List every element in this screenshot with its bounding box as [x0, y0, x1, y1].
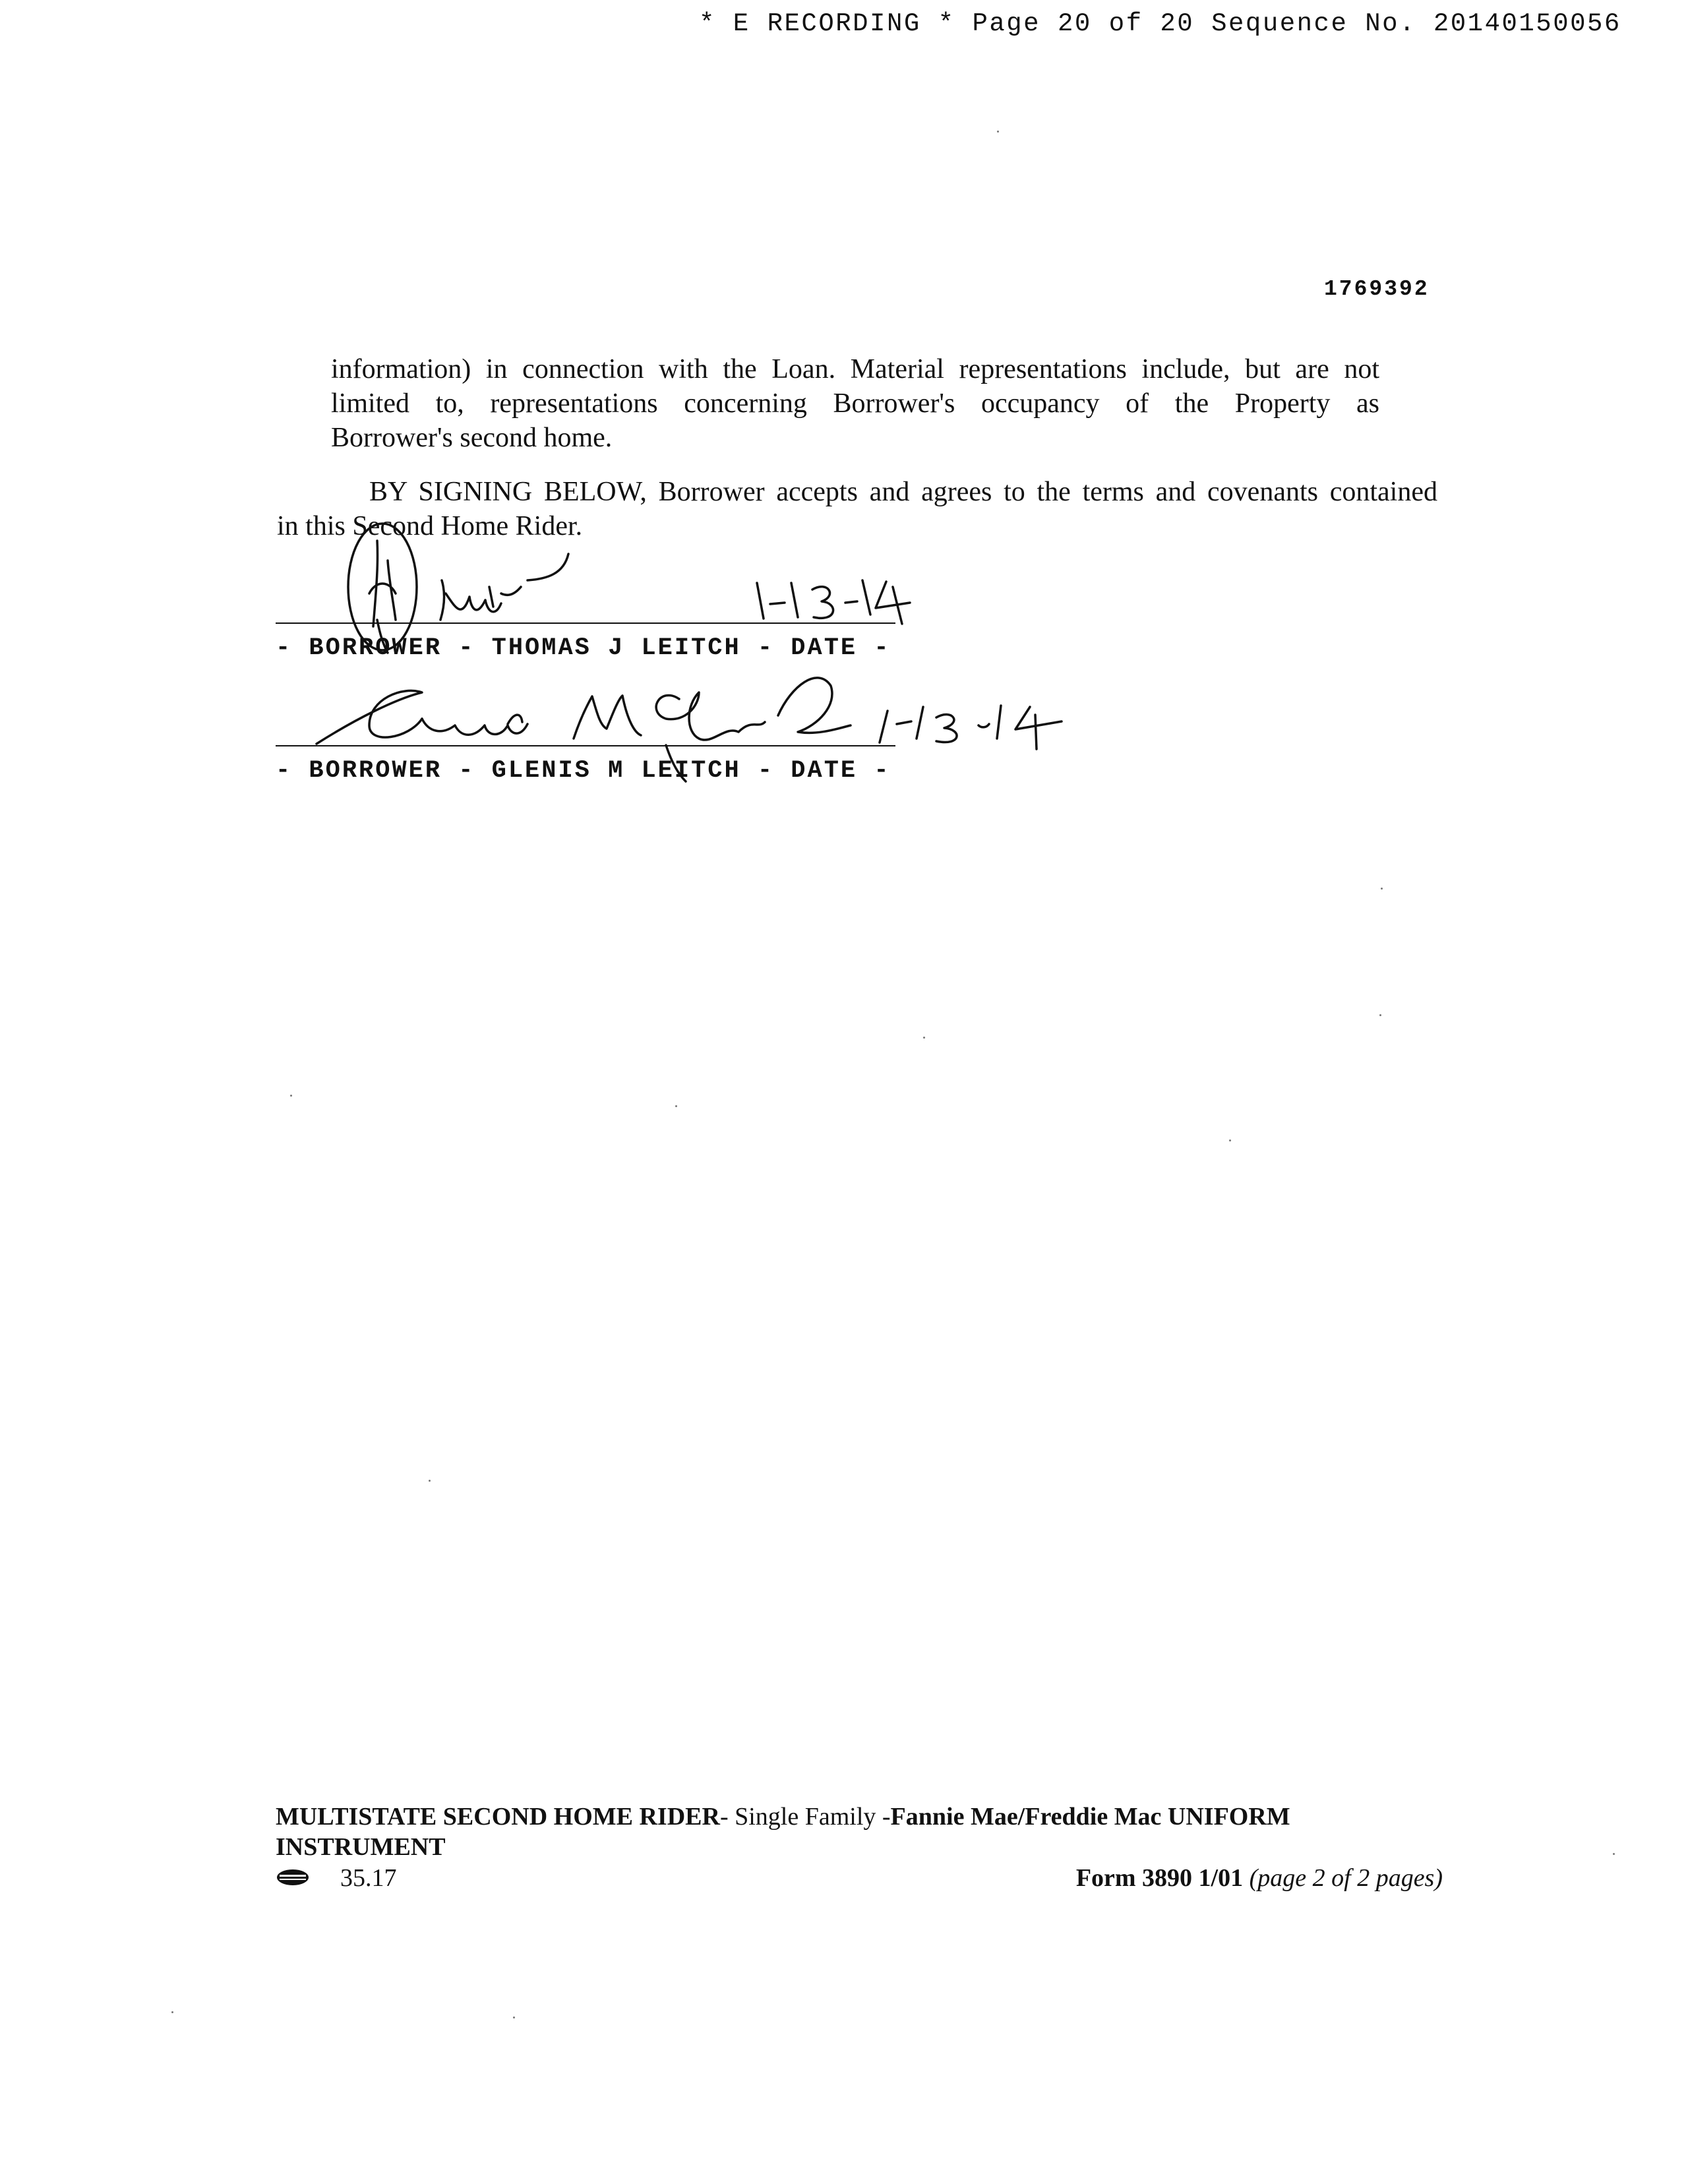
scan-speck [1613, 1853, 1615, 1855]
scan-speck [1379, 1014, 1381, 1016]
signature-thomas-leitch [348, 524, 568, 653]
form-title-bold-2: Fannie Mae/Freddie Mac UNIFORM INSTRUMENT [276, 1803, 1290, 1861]
scan-speck [513, 2017, 515, 2018]
form-identifier [1076, 1864, 1443, 1893]
signing-line: in this Second Home Rider. [277, 511, 583, 541]
handwritten-signatures [0, 0, 1688, 857]
document-number: 1769392 [1324, 277, 1430, 301]
signing-line: BY SIGNING BELOW, Borrower accepts and agrees to the terms and covenants contained [369, 477, 1437, 507]
signature-caption-2: - BORROWER - GLENIS M LEITCH - DATE - [276, 757, 891, 785]
scan-speck [429, 1480, 431, 1482]
form-code: 35.17 [340, 1864, 397, 1892]
signature-caption-1: - BORROWER - THOMAS J LEITCH - DATE - [276, 634, 891, 662]
recording-header: * E RECORDING * Page 20 of 20 Sequence No. 20140150056 [699, 9, 1621, 38]
scan-speck [171, 2011, 173, 2013]
form-title [276, 1802, 1370, 1862]
paragraph-line: limited to, representations concerning Borrower's occupancy of the Property as [331, 388, 1379, 419]
handwritten-date-1 [757, 580, 910, 624]
vmp-logo-icon [276, 1867, 310, 1887]
signature-glenis-leitch [316, 678, 851, 781]
scan-speck [997, 131, 999, 133]
handwritten-date-2 [880, 706, 1062, 749]
form-title-bold: MULTISTATE SECOND HOME RIDER [276, 1803, 720, 1831]
scan-speck [675, 1105, 677, 1107]
form-page-count: (page 2 of 2 pages) [1249, 1864, 1443, 1892]
scan-speck [923, 1037, 925, 1039]
form-number: Form 3890 1/01 [1075, 1864, 1244, 1892]
paragraph-line: Borrower's second home. [331, 423, 613, 453]
scan-speck [290, 1095, 292, 1097]
scan-speck [1381, 888, 1383, 890]
form-title-regular: - Single Family - [719, 1803, 891, 1831]
scan-speck [1229, 1139, 1231, 1141]
paragraph-line: information) in connection with the Loan. Material representations include, but are not [331, 354, 1379, 384]
